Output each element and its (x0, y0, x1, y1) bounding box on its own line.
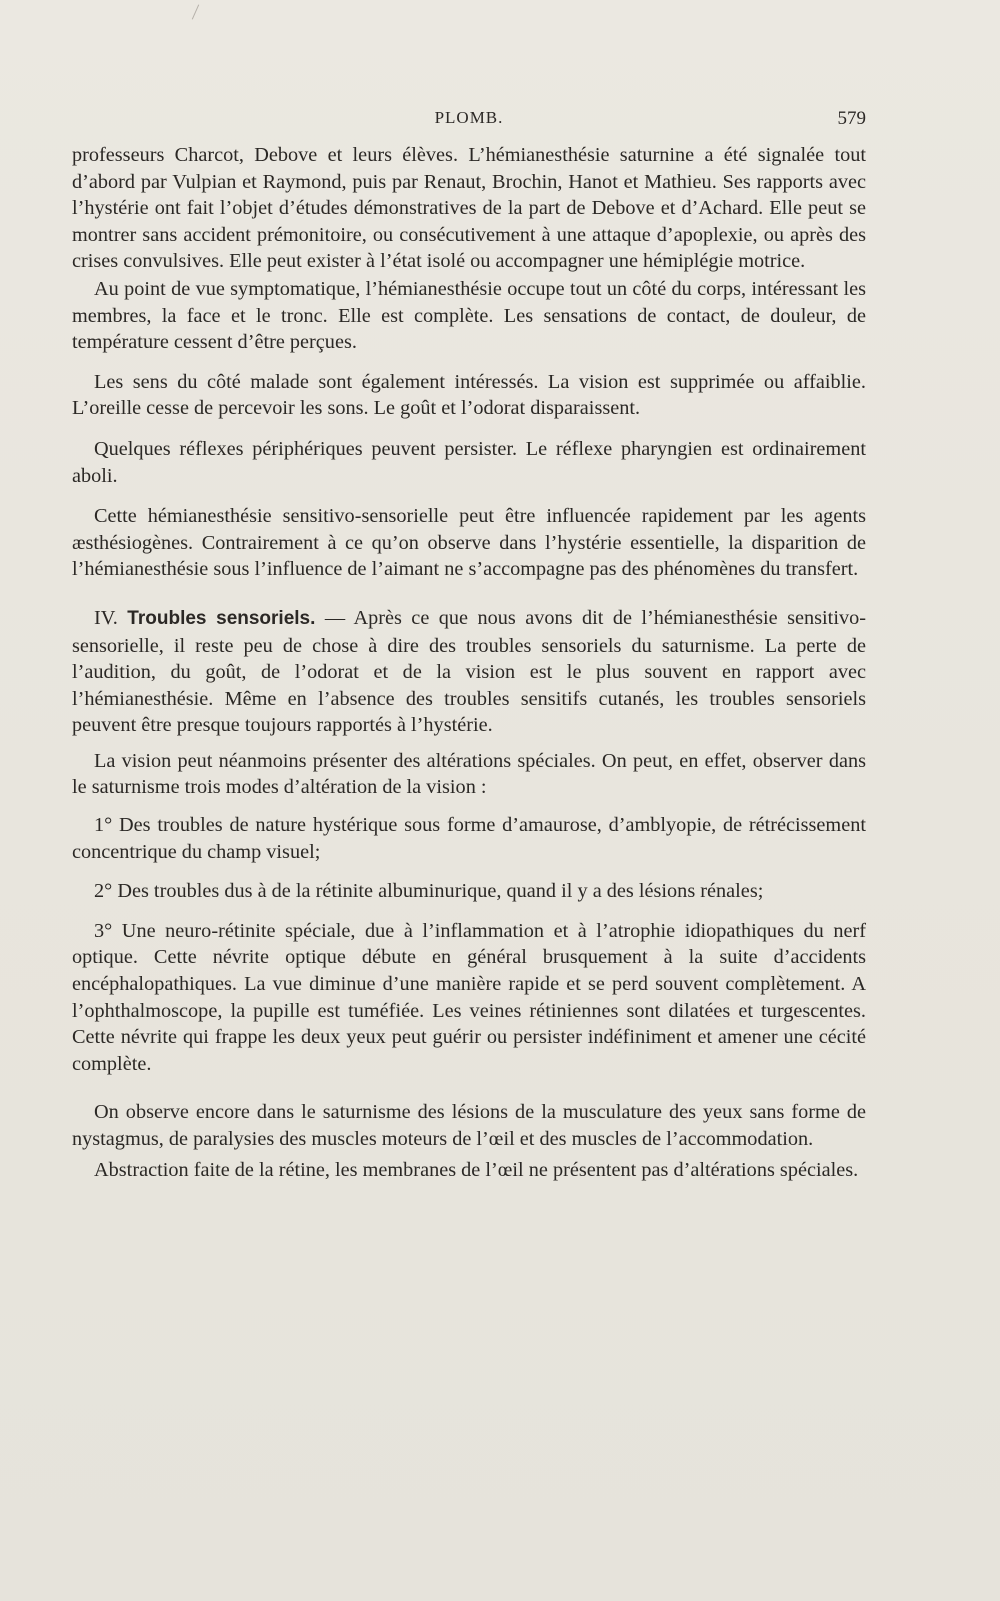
paragraph-3: Les sens du côté malade sont également intéressés. La vision est supprimée ou affaiblie. L’oreille cesse de percevoir les sons. Le goût et l’odorat disparaissent. (72, 370, 866, 420)
section-iv-text: — Après ce que nous avons dit de l’hémianesthésie sensitivo-sensorielle, il reste peu de chose à dire des troubles sensoriels du saturnisme. La perte de l’audition, du goût, de l’odorat et de la vision est le plus souvent en rapport avec l’hémianesthésie. Même en l’absence des troubles sensitifs cutanés, les troubles sensoriels peuvent être presque toujours rapportés à l’hystérie. (72, 606, 866, 737)
section-title: Troubles sensoriels. (127, 607, 316, 629)
section-iv-paragraph (72, 605, 866, 739)
body-text (72, 142, 866, 1183)
stray-pen-mark (192, 4, 199, 19)
paragraph-12: Abstraction faite de la rétine, les membranes de l’œil ne présentent pas d’altérations spéciales. (94, 1158, 859, 1181)
running-title: PLOMB. (434, 108, 504, 127)
page-number: 579 (837, 108, 866, 129)
paragraph-4: Quelques réflexes périphériques peuvent persister. Le réflexe pharyngien est ordinairement aboli. (72, 437, 866, 487)
page-header (72, 108, 866, 138)
paragraph-5: Cette hémianesthésie sensitivo-sensorielle peut être influencée rapidement par les agents æsthésiogènes. Contrairement à ce qu’on observe dans l’hystérie essentielle, la disparition de l’hémianesthésie sous l’influence de l’aimant ne s’accompagne pas des phénomènes du transfert. (72, 505, 866, 581)
paragraph-2: Au point de vue symptomatique, l’hémianesthésie occupe tout un côté du corps, intéressant les membres, la face et le tronc. Elle est complète. Les sensations de contact, de douleur, de température cessent d’être perçues. (72, 277, 866, 354)
list-item-3: 3° Une neuro-rétinite spéciale, due à l’inflammation et à l’atrophie idiopathiques du nerf optique. Cette névrite optique débute en général brusquement à la suite d’accidents encéphalopathiques. La vue diminue d’une manière rapide et se perd souvent complètement. A l’ophthalmoscope, la pupille est tuméfiée. Les veines rétiniennes sont dilatées et turgescentes. Cette névrite qui frappe les deux yeux peut guérir ou persister indéfiniment et amener une cécité complète. (72, 919, 866, 1075)
list-item-1: 1° Des troubles de nature hystérique sous forme d’amaurose, d’amblyopie, de rétrécissement concentrique du champ visuel; (72, 814, 866, 863)
paragraph-1: professeurs Charcot, Debove et leurs élèves. L’hémianesthésie saturnine a été signalée tout d’abord par Vulpian et Raymond, puis par Renaut, Brochin, Hanot et Mathieu. Ses rapports avec l’hystérie ont fait l’objet d’études démonstratives de la part de Debove et d’Achard. Elle peut se montrer sans accident prémonitoire, ou consécutivement à une attaque d’apoplexie, ou après des crises convulsives. Elle peut exister à l’état isolé ou accompagner une hémiplégie motrice. (72, 144, 866, 273)
paragraph-11: On observe encore dans le saturnisme des lésions de la musculature des yeux sans forme de nystagmus, de paralysies des muscles moteurs de l’œil et des muscles de l’accommodation. (72, 1101, 866, 1150)
paragraph-7: La vision peut néanmoins présenter des altérations spéciales. On peut, en effet, observer dans le saturnisme trois modes d’altération de la vision : (72, 749, 866, 799)
list-item-2: 2° Des troubles dus à de la rétinite albuminurique, quand il y a des lésions rénales; (94, 880, 764, 903)
section-number: IV. (94, 606, 118, 629)
